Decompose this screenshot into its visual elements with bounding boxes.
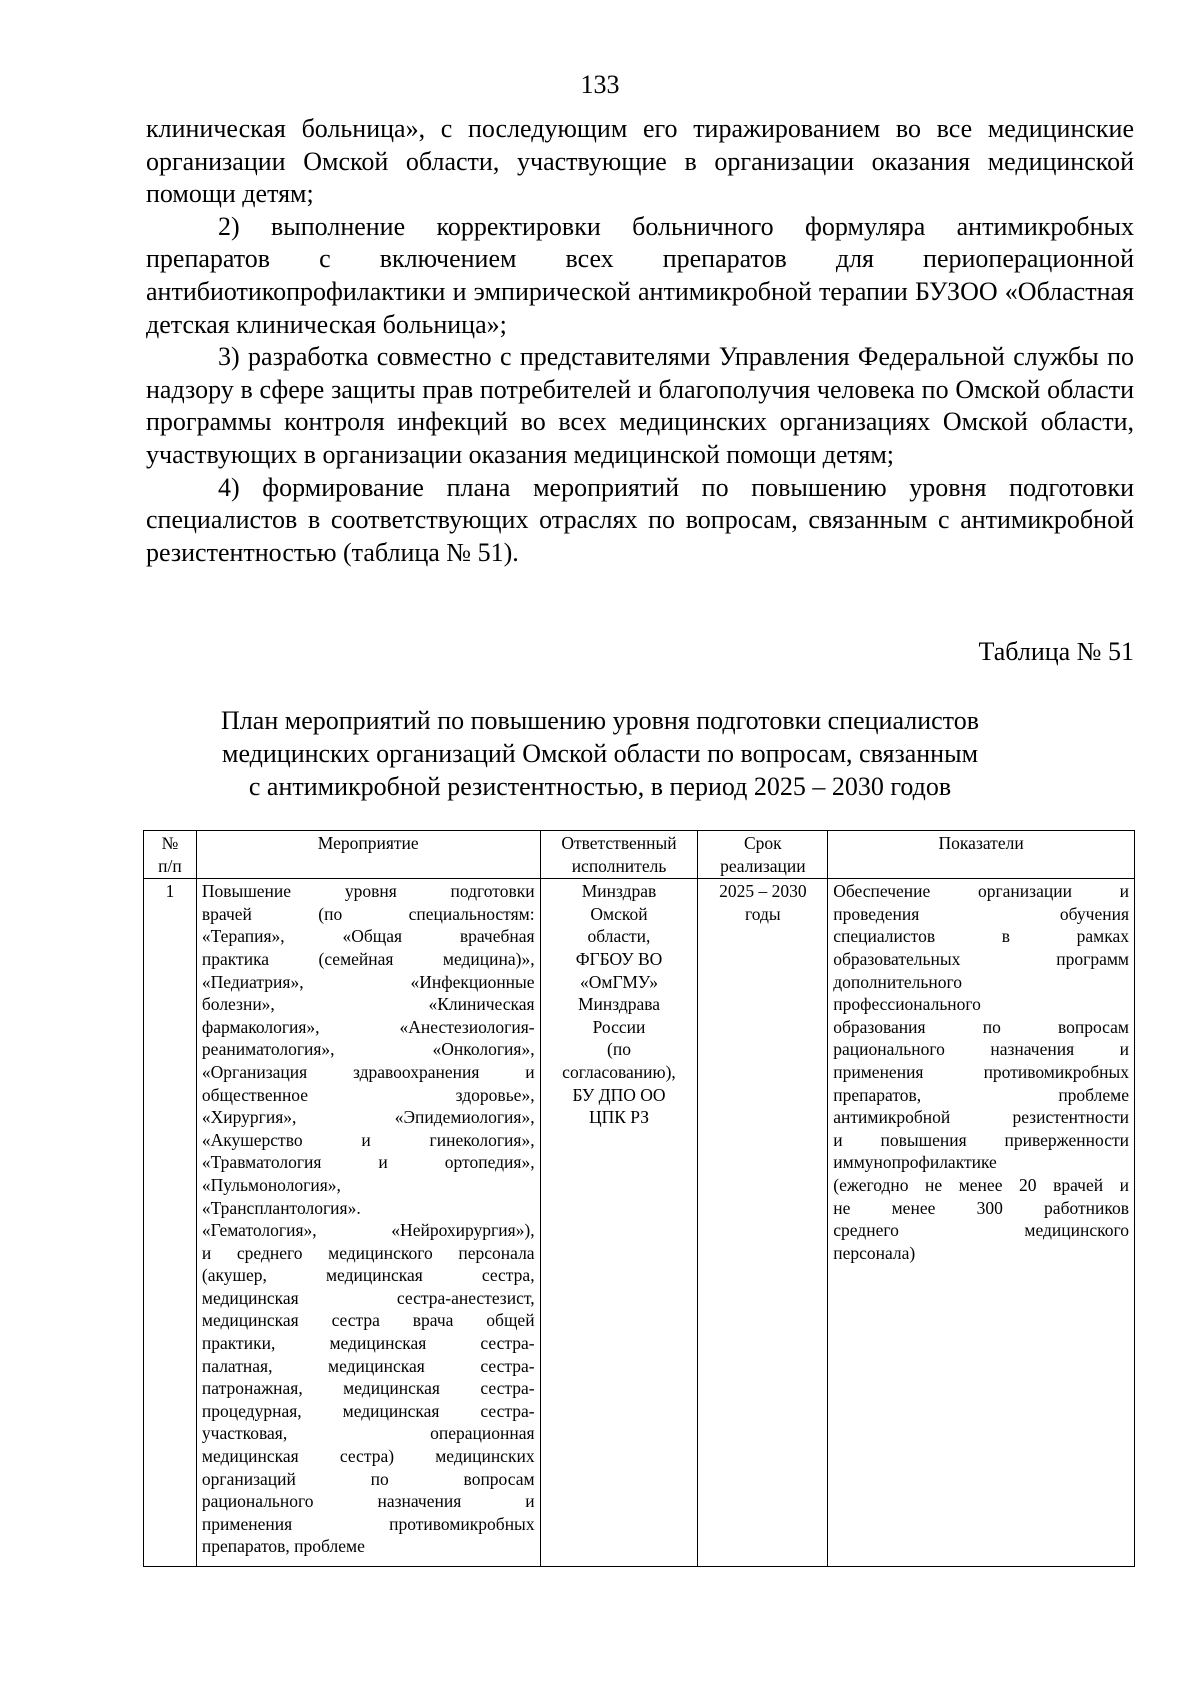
- table-header-row: [144, 831, 1135, 879]
- cell-line: рационального назначения и: [201, 1491, 535, 1512]
- cell-line: дополнительного: [833, 971, 962, 992]
- cell-line: специалистов в рамках: [833, 926, 1129, 947]
- cell-line: среднего медицинского: [833, 1220, 1129, 1241]
- cell-line: применения противомикробных: [201, 1513, 535, 1534]
- header-indicators: Показатели: [828, 831, 1135, 879]
- cell-line: «Трансплантология».: [201, 1197, 361, 1218]
- cell-line: Повышение уровня подготовки: [201, 881, 535, 902]
- paragraph-continuation: клиническая больница», с последующим его тиражированием во все медицинские организации Омской области, участвующие в организации оказания медицинской помощи детям;: [146, 114, 1134, 209]
- paragraph-item-4: 4) формирование плана мероприятий по повышению уровня подготовки специалистов в соответствующих отраслях по вопросам, связанным с антимикробной резистентностью (таблица № 51).: [146, 472, 1134, 567]
- table-title-line: План мероприятий по повышению уровня подготовки специалистов: [221, 706, 979, 735]
- cell-line: образовательных программ: [833, 948, 1129, 969]
- cell-line: препаратов, проблеме: [833, 1084, 1129, 1105]
- plan-table: [143, 830, 1135, 1567]
- cell-line: «Педиатрия», «Инфекционные: [201, 971, 535, 992]
- cell-line: медицинская сестра врача общей: [201, 1310, 535, 1331]
- cell-line: (акушер, медицинская сестра,: [201, 1265, 535, 1286]
- cell-line: Обеспечение организации и: [833, 881, 1129, 902]
- cell-line: персонала): [833, 1242, 916, 1263]
- cell-line: Минздрава: [577, 994, 661, 1015]
- cell-line: «Хирургия», «Эпидемиология»,: [201, 1107, 535, 1128]
- cell-line: иммунопрофилактике: [833, 1152, 997, 1173]
- cell-line: практики, медицинская сестра-: [201, 1333, 535, 1354]
- paragraph-item-3: 3) разработка совместно с представителями Управления Федеральной службы по надзору в сфере защиты прав потребителей и благополучия человека по Омской области программы контроля инфекций во всех медицинских организациях Омской области, участвующих в организации оказания медицинской помощи детям;: [146, 342, 1134, 469]
- cell-line: проведения обучения: [833, 903, 1129, 924]
- cell-line: ФГБОУ ВО: [575, 948, 663, 969]
- header-term: Срок реализации: [698, 831, 828, 879]
- cell-line: «Травматология и ортопедия»,: [201, 1152, 535, 1173]
- cell-line: «ОмГМУ»: [580, 971, 658, 992]
- cell-line: согласованию),: [562, 1061, 676, 1082]
- cell-line: медицинская сестра) медицинских: [201, 1446, 535, 1467]
- cell-line: палатная, медицинская сестра-: [201, 1355, 535, 1376]
- cell-line: применения противомикробных: [833, 1061, 1129, 1082]
- table-title-line: с антимикробной резистентностью, в период 2025 – 2030 годов: [248, 772, 952, 801]
- table-row: [144, 879, 1135, 1567]
- cell-responsible: [540, 879, 698, 1567]
- cell-line: и повышения приверженности: [833, 1129, 1129, 1150]
- cell-line: «Гематология», «Нейрохирургия»),: [201, 1220, 535, 1241]
- cell-line: фармакология», «Анестезиология-: [201, 1016, 535, 1037]
- paragraph-item-2: 2) выполнение корректировки больничного формуляра антимикробных препаратов с включением всех препаратов для периоперационной антибиотикопрофилактики и эмпирической антимикробной терапии БУЗОО «Областная детская клиническая больница»;: [146, 211, 1134, 339]
- cell-line: «Пульмонология»,: [201, 1174, 341, 1195]
- cell-line: Минздрав: [581, 881, 657, 902]
- cell-line: медицинская сестра-анестезист,: [201, 1287, 535, 1308]
- header-responsible: Ответственный исполнитель: [540, 831, 698, 879]
- cell-term: [698, 879, 828, 1567]
- cell-line: общественное здоровье»,: [201, 1084, 535, 1105]
- cell-line: 2025 – 2030: [719, 881, 807, 902]
- cell-line: образования по вопросам: [833, 1016, 1129, 1037]
- cell-line: области,: [587, 926, 651, 947]
- cell-line: ЦПК РЗ: [588, 1107, 650, 1128]
- cell-event: [196, 879, 540, 1567]
- cell-line: участковая, операционная: [201, 1423, 535, 1444]
- body-text: [146, 113, 1134, 569]
- cell-line: антимикробной резистентности: [833, 1107, 1129, 1128]
- table-title: [0, 704, 1200, 803]
- cell-num: 1: [144, 879, 197, 1567]
- cell-line: препаратов, проблеме: [201, 1536, 365, 1557]
- cell-indicators: [828, 879, 1135, 1567]
- cell-line: Омской: [590, 903, 648, 924]
- table-title-line: медицинских организаций Омской области по вопросам, связанным: [221, 739, 979, 768]
- header-event: Мероприятие: [196, 831, 540, 879]
- cell-line: «Акушерство и гинекология»,: [201, 1129, 535, 1150]
- cell-line: (по: [607, 1039, 631, 1060]
- cell-line: процедурная, медицинская сестра-: [201, 1400, 535, 1421]
- cell-line: профессионального: [833, 994, 981, 1015]
- cell-line: годы: [745, 903, 781, 924]
- cell-line: БУ ДПО ОО: [572, 1084, 666, 1105]
- cell-line: врачей (по специальностям:: [201, 903, 535, 924]
- table-caption: Таблица № 51: [978, 637, 1134, 666]
- cell-line: «Терапия», «Общая врачебная: [201, 926, 535, 947]
- cell-line: (ежегодно не менее 20 врачей и: [833, 1174, 1129, 1195]
- cell-line: практика (семейная медицина)»,: [201, 948, 535, 969]
- cell-line: реаниматология», «Онкология»,: [201, 1039, 535, 1060]
- header-num: № п/п: [144, 831, 197, 879]
- cell-line: и среднего медицинского персонала: [201, 1242, 535, 1263]
- page-number: 133: [580, 70, 620, 99]
- cell-line: не менее 300 работников: [833, 1197, 1129, 1218]
- cell-line: «Организация здравоохранения и: [201, 1061, 535, 1082]
- cell-line: болезни», «Клиническая: [201, 994, 535, 1015]
- cell-line: рационального назначения и: [833, 1039, 1129, 1060]
- cell-line: организаций по вопросам: [201, 1468, 535, 1489]
- cell-line: России: [592, 1016, 646, 1037]
- cell-line: патронажная, медицинская сестра-: [201, 1378, 535, 1399]
